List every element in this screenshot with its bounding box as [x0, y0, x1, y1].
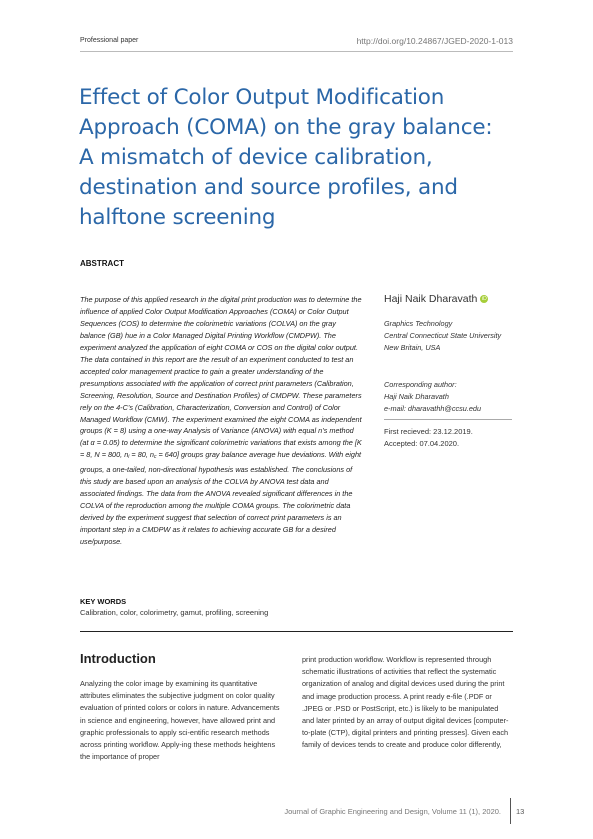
received-date: First recieved: 23.12.2019.: [384, 427, 473, 436]
corr-name: Haji Naik Dharavath: [384, 392, 449, 401]
subscript-i: i: [128, 454, 130, 461]
affiliation-university: Central Connecticut State University: [384, 331, 502, 340]
author-name: Haji Naik Dharavath: [384, 293, 478, 305]
affiliation-location: New Britain, USA: [384, 343, 441, 352]
dates-block: [384, 426, 473, 450]
keywords-text: Calibration, color, colorimetry, gamut, profiling, screening: [80, 608, 269, 617]
journal-footer: Journal of Graphic Engineering and Design, Volume 11 (1), 2020.: [284, 807, 501, 816]
abstract-part-3: = 640] groups gray balance average hue deviations. With eight groups, a one-tailed, non-directional hypothesis was established. The conclusions of this study are based upon an analysis of the COLVA by ANOVA test data and associated findings. The data from the ANOVA revealed significant differences in the COLVA of the reproduction among the multiple COMA groups. The colorimetric data derived by the experiment suggest that selection of correct print parameters is an important step in a CMDPW as it relates to achieving accurate GB for a desired use/purpose.: [80, 450, 362, 547]
footer-divider: [510, 798, 511, 824]
page-number: 13: [516, 807, 525, 816]
doi-link[interactable]: http://doi.org/10.24867/JGED-2020-1-013: [356, 36, 513, 46]
accepted-date: Accepted: 07.04.2020.: [384, 439, 460, 448]
orcid-icon[interactable]: iD: [482, 296, 487, 302]
keywords-divider: [80, 631, 513, 632]
keywords-heading: KEY WORDS: [80, 597, 127, 606]
introduction-heading: Introduction: [80, 651, 156, 666]
corr-email[interactable]: e-mail: dharavathh@ccsu.edu: [384, 404, 482, 413]
introduction-column-2: print production workflow. Workflow is represented through schematic illustrations of activities that reflect the systematic organization of analog and digital devices used during the print and image production process. A print ready e-file (.PDF or .JPEG or .PSD or PostScript, etc.) is likely to be manipulated and later printed by an array of output digital devices [computer-to-plate (CTP), digital printers and printing presses]. Given each family of devices tends to create and produce color differently,: [302, 655, 509, 750]
abstract-part-1: The purpose of this applied research in the digital print production was to determine the influence of applied Color Output Modification Approaches (COMA) or Color Output Sequences (COS) to determine the colorimetric variations (COLVA) on the gray balance (GB) hue in a Color Managed Digital Printing Workflow (CMDPW). The experiment analyzed the application of eight COMA or COS on the digital color output. The data contained in this report are the result of an experiment conducted to test an accepted color management practice to gain a greater understanding of the presumptions associated with the application of correct print parameters (Calibration, Screening, Resolution, Source and Destination Profiles) of CMDPW. These parameters rely on the 4-C’s (Calibration, Characterization, Conversion and Control) of Color Managed Workflow (CMW). The experiment examined the eight COMA as independent groups (K = 8) using a one-way Analysis of Variance (ANOVA) with equal n’s method (at α = 0.05) to determine the significant colorimetric variations that exists among the [K = 8, N = 800, n: [80, 295, 362, 460]
abstract-part-2: = 80, n: [129, 450, 154, 460]
corresponding-author: [384, 379, 534, 415]
affiliation: [384, 318, 534, 354]
author-block: [384, 293, 488, 305]
abstract-heading: ABSTRACT: [80, 259, 124, 268]
paper-title: Effect of Color Output Modification Approach (COMA) on the gray balance: A mismatch of device calibration, destination and source profiles, and halftone screening: [79, 85, 493, 230]
paper-type-label: Professional paper: [80, 37, 139, 44]
affiliation-dept: Graphics Technology: [384, 319, 453, 328]
corr-label: Corresponding author:: [384, 380, 457, 389]
introduction-column-1: Analyzing the color image by examining its quantitative attributes eliminates the subjective judgment on color quality evaluation of printed colors or colors in nature. Advancements in science and engineering, however, have allowed print and graphic professionals to apply sci-entific research methods across printing workflow. Apply-ing these methods heightens the importance of proper: [80, 679, 280, 762]
header-divider: [80, 51, 513, 52]
subscript-c: c: [153, 454, 157, 461]
dates-divider: [384, 419, 512, 420]
abstract-text: [80, 294, 362, 548]
